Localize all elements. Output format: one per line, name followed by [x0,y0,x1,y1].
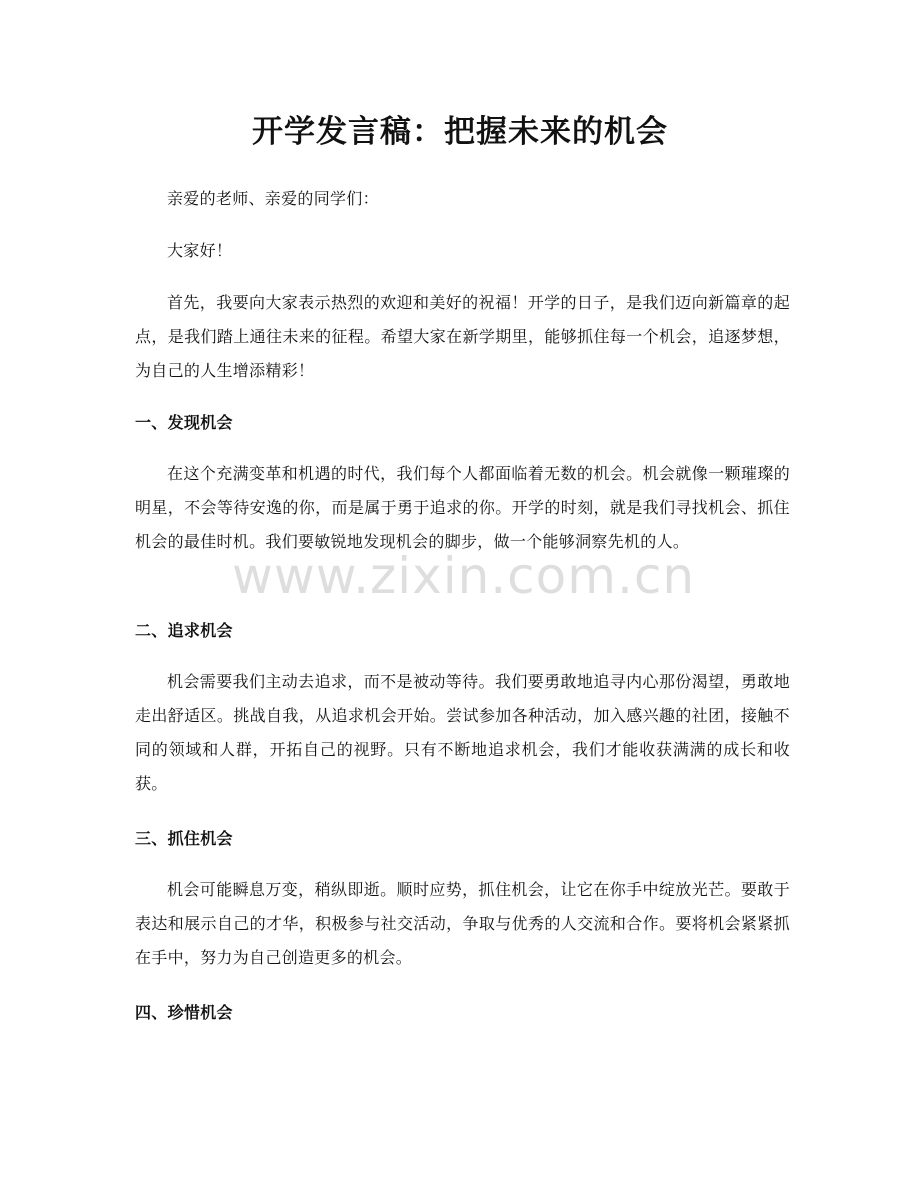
greeting-paragraph: 亲爱的老师、亲爱的同学们： [167,189,379,208]
document-title: 开学发言稿：把握未来的机会 [252,114,668,150]
section-heading-pursue: 二、追求机会 [135,621,233,640]
section-body-discover: 在这个充满变革和机遇的时代，我们每个人都面临着无数的机会。机会就像一颗璀璨的明星，不会等待安逸的你，而是属于勇于追求的你。开学的时刻，就是我们寻找机会、抓住机会的最佳时机。我们要敏锐地发现机会的脚步，做一个能够洞察先机的人。 [135,464,790,551]
section-heading-seize: 三、抓住机会 [135,829,233,848]
section-heading-cherish: 四、珍惜机会 [135,1003,233,1022]
site-watermark: www.zixin.com.cn [232,547,696,605]
intro-paragraph: 首先，我要向大家表示热烈的欢迎和美好的祝福！开学的日子，是我们迈向新篇章的起点，是我们踏上通往未来的征程。希望大家在新学期里，能够抓住每一个机会，追逐梦想，为自己的人生增添精彩！ [135,293,790,380]
salutation-paragraph: 大家好！ [167,241,233,260]
section-body-pursue: 机会需要我们主动去追求，而不是被动等待。我们要勇敢地追寻内心那份渴望，勇敢地走出舒适区。挑战自我，从追求机会开始。尝试参加各种活动，加入感兴趣的社团，接触不同的领域和人群，开拓自己的视野。只有不断地追求机会，我们才能收获满满的成长和收获。 [135,672,790,793]
section-body-seize: 机会可能瞬息万变，稍纵即逝。顺时应势，抓住机会，让它在你手中绽放光芒。要敢于表达和展示自己的才华，积极参与社交活动，争取与优秀的人交流和合作。要将机会紧紧抓在手中，努力为自己创造更多的机会。 [135,880,790,967]
section-heading-discover: 一、发现机会 [135,413,233,432]
